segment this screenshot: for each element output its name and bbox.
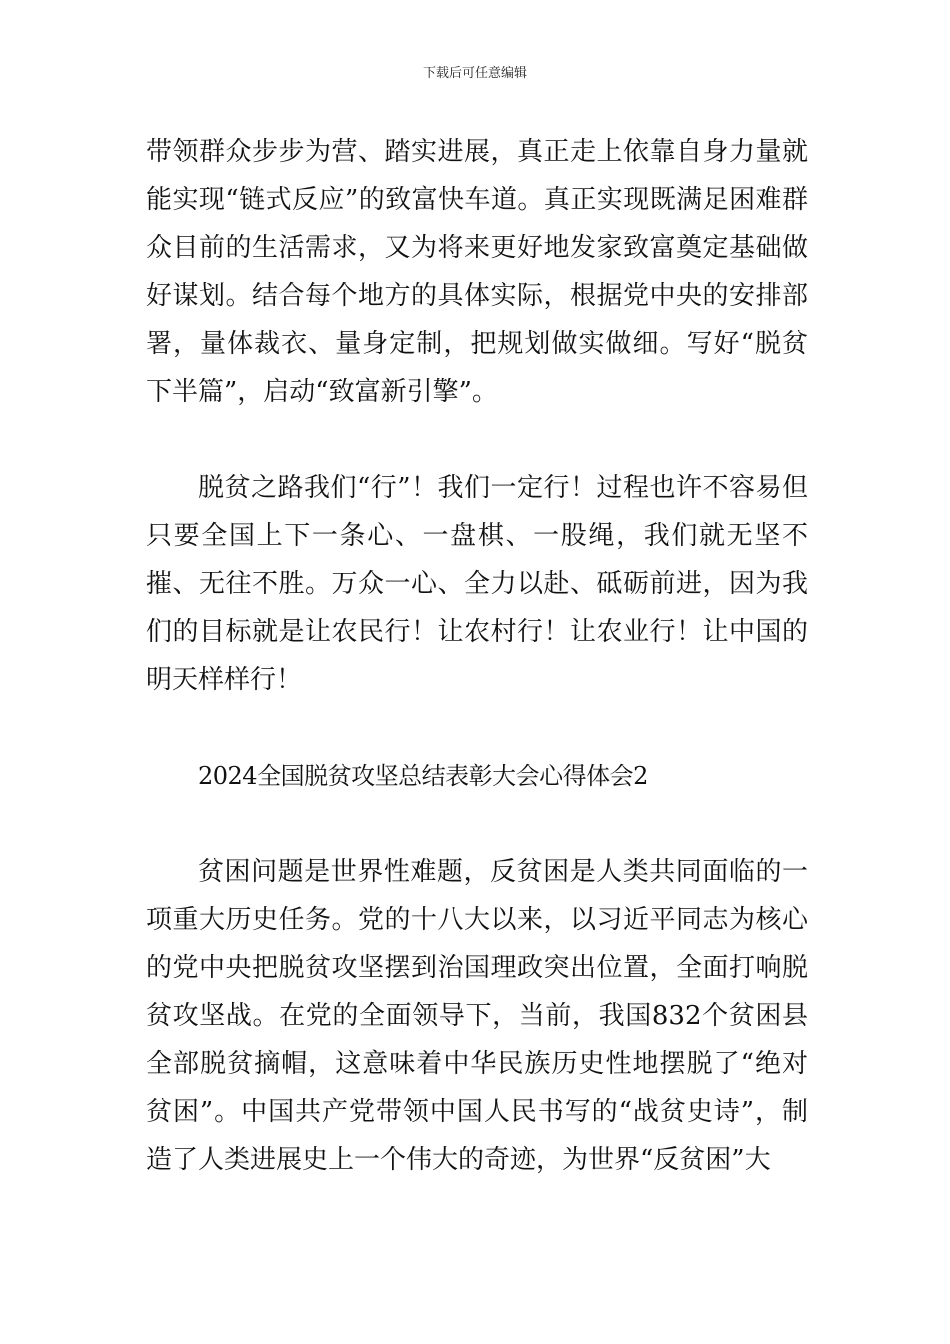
document-body <box>146 128 808 1184</box>
page-header-note: 下载后可任意编辑 <box>422 66 527 81</box>
paragraph-1: 带领群众步步为营、踏实进展，真正走上依靠自身力量就能实现“链式反应”的致富快车道。真正实现既满足困难群众目前的生活需求，又为将来更好地发家致富奠定基础做好谋划。结合每个地方的具体实际，根据党中央的安排部署，量体裁衣、量身定制，把规划做实做细。写好“脱贫下半篇”，启动“致富新引擎”。 <box>146 137 808 407</box>
paragraph-3: 贫困问题是世界性难题，反贫困是人类共同面临的一项重大历史任务。党的十八大以来，以习近平同志为核心的党中央把脱贫攻坚摆到治国理政突出位置，全面打响脱贫攻坚战。在党的全面领导下，当前，我国832个贫困县全部脱贫摘帽，这意味着中华民族历史性地摆脱了“绝对贫困”。中国共产党带领中国人民书写的“战贫史诗”，制造了人类进展史上一个伟大的奇迹，为世界“反贫困”大 <box>146 857 808 1175</box>
paragraph-gap <box>146 416 808 464</box>
paragraph-2: 脱贫之路我们“行”！我们一定行！过程也许不容易但只要全国上下一条心、一盘棋、一股绳，我们就无坚不摧、无往不胜。万众一心、全力以赴、砥砺前进，因为我们的目标就是让农民行！让农村行！让农业行！让中国的明天样样行！ <box>146 473 808 695</box>
paragraph-gap <box>146 800 808 848</box>
section-title: 2024全国脱贫攻坚总结表彰大会心得体会2 <box>198 762 648 790</box>
paragraph-gap <box>146 704 808 752</box>
